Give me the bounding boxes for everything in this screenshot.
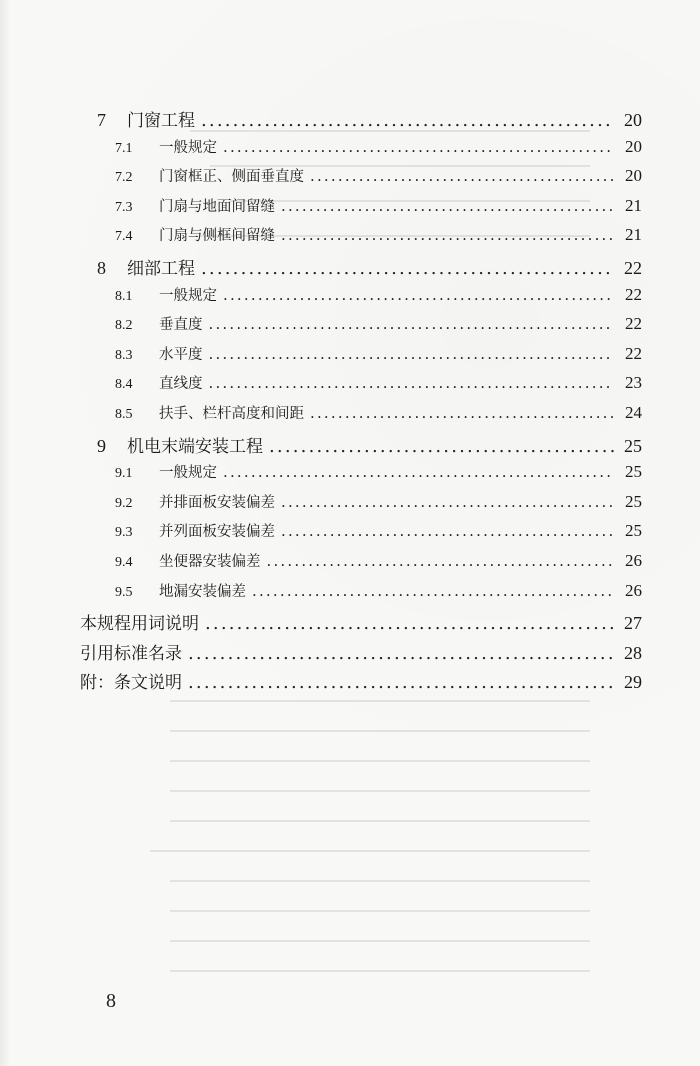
toc-entry[interactable] <box>115 580 642 610</box>
dot-leader <box>267 552 615 570</box>
dot-leader <box>223 138 614 156</box>
toc-entry-page: 20 <box>625 136 642 156</box>
toc-entry[interactable] <box>80 668 642 698</box>
toc-entry-page: 22 <box>625 284 642 304</box>
toc-entry-number: 8.2 <box>115 318 133 334</box>
toc-entry[interactable] <box>115 550 642 580</box>
toc-entry-page: 26 <box>625 580 642 600</box>
dot-leader <box>223 463 614 481</box>
toc-entry-number: 8.1 <box>115 288 133 304</box>
toc-entry-title: 门窗框正、侧面垂直度 <box>159 169 304 186</box>
toc-entry-title: 机电末端安装工程 <box>127 436 263 457</box>
toc-entry-number: 9.5 <box>115 584 133 600</box>
dot-leader <box>223 286 614 304</box>
toc-entry-number: 7.1 <box>115 140 133 156</box>
dot-leader <box>188 643 614 664</box>
dot-leader <box>310 167 614 185</box>
dot-leader <box>310 404 614 422</box>
toc-entry-title: 门窗工程 <box>127 111 195 131</box>
toc-entry-title: 地漏安装偏差 <box>159 583 246 600</box>
toc-entry-number: 9.3 <box>115 525 133 541</box>
toc-entry-number: 7.3 <box>115 199 133 215</box>
toc-entry[interactable] <box>97 254 642 284</box>
toc-entry-title: 扶手、栏杆高度和间距 <box>159 406 304 422</box>
toc-entry-number: 9 <box>97 435 106 456</box>
toc-entry-title: 本规程用词说明 <box>80 614 199 635</box>
toc-entry-page: 29 <box>624 672 642 693</box>
toc-entry[interactable] <box>97 106 642 136</box>
dot-leader <box>205 613 614 634</box>
toc-entry-number: 9.4 <box>115 555 133 570</box>
toc-entry[interactable] <box>115 402 642 432</box>
dot-leader <box>281 197 614 215</box>
toc-entry[interactable] <box>80 609 642 639</box>
toc-entry-title: 水平度 <box>159 346 203 363</box>
toc-entry-page: 25 <box>624 435 642 456</box>
toc-entry[interactable] <box>80 639 642 669</box>
toc-entry[interactable] <box>115 136 642 166</box>
dot-leader <box>281 522 614 540</box>
toc-entry[interactable] <box>115 343 642 373</box>
toc-entry-page: 25 <box>625 491 642 511</box>
toc-entry[interactable] <box>115 224 642 254</box>
toc-entry-page: 26 <box>625 551 642 570</box>
toc-entry-title: 细部工程 <box>127 259 195 279</box>
toc-entry-number: 9.1 <box>115 466 133 482</box>
toc-entry-page: 21 <box>625 195 642 215</box>
dot-leader <box>209 374 615 392</box>
toc-entry-number: 8.3 <box>115 347 133 363</box>
toc-entry-title: 垂直度 <box>159 317 203 334</box>
toc-entry-title: 附：条文说明 <box>80 673 182 694</box>
toc-entry-title: 引用标准名录 <box>80 643 182 664</box>
dot-leader <box>209 315 615 333</box>
dot-leader <box>201 110 614 131</box>
toc-entry-title: 门扇与侧框间留缝 <box>159 228 275 245</box>
toc-entry-number: 9.2 <box>115 495 133 511</box>
toc-entry-title: 并列面板安装偏差 <box>159 524 275 541</box>
toc-entry-page: 22 <box>625 314 642 334</box>
toc-entry[interactable] <box>115 284 642 314</box>
toc-entry-number: 7.4 <box>115 229 133 245</box>
toc-entry-number: 7 <box>97 110 106 130</box>
toc-entry-title: 一般规定 <box>159 139 217 156</box>
toc-entry-page: 22 <box>624 258 642 278</box>
toc-entry-title: 一般规定 <box>159 465 217 482</box>
toc-entry[interactable] <box>115 520 642 550</box>
toc-entry[interactable] <box>115 313 642 343</box>
toc-entry-page: 20 <box>624 110 642 130</box>
toc-entry-title: 并排面板安装偏差 <box>159 494 275 511</box>
toc-entry[interactable] <box>97 432 642 462</box>
toc-entry-number: 8 <box>97 258 106 278</box>
toc-entry[interactable] <box>115 372 642 402</box>
toc-entry-number: 8.4 <box>115 377 133 393</box>
toc-entry-title: 直线度 <box>159 376 203 393</box>
toc-entry-title: 一般规定 <box>159 287 217 304</box>
dot-leader <box>201 258 614 279</box>
toc-entry-page: 20 <box>625 166 642 186</box>
dot-leader <box>281 493 614 511</box>
toc-entry[interactable] <box>115 165 642 195</box>
toc-entry-page: 27 <box>624 613 642 634</box>
page-edge-shadow <box>0 0 10 1066</box>
page-number-folio: 8 <box>106 990 116 1012</box>
toc-entry[interactable] <box>115 195 642 225</box>
toc-entry-title: 坐便器安装偏差 <box>159 554 261 570</box>
toc-entry-page: 24 <box>625 403 642 422</box>
toc-entry-page: 23 <box>625 373 642 393</box>
toc-entry-page: 25 <box>625 462 642 482</box>
dot-leader <box>281 226 614 244</box>
toc-entry-page: 22 <box>625 343 642 363</box>
toc-entry-number: 8.5 <box>115 407 133 422</box>
toc-entry-page: 21 <box>625 225 642 245</box>
toc-entry-page: 25 <box>625 521 642 541</box>
toc-entry[interactable] <box>115 461 642 491</box>
toc-entry-number: 7.2 <box>115 170 133 186</box>
toc-entry[interactable] <box>115 491 642 521</box>
dot-leader <box>209 345 615 363</box>
dot-leader <box>188 672 614 693</box>
toc-entry-title: 门扇与地面间留缝 <box>159 198 275 215</box>
toc-entry-page: 28 <box>624 642 642 663</box>
dot-leader <box>269 436 614 457</box>
dot-leader <box>252 582 614 600</box>
